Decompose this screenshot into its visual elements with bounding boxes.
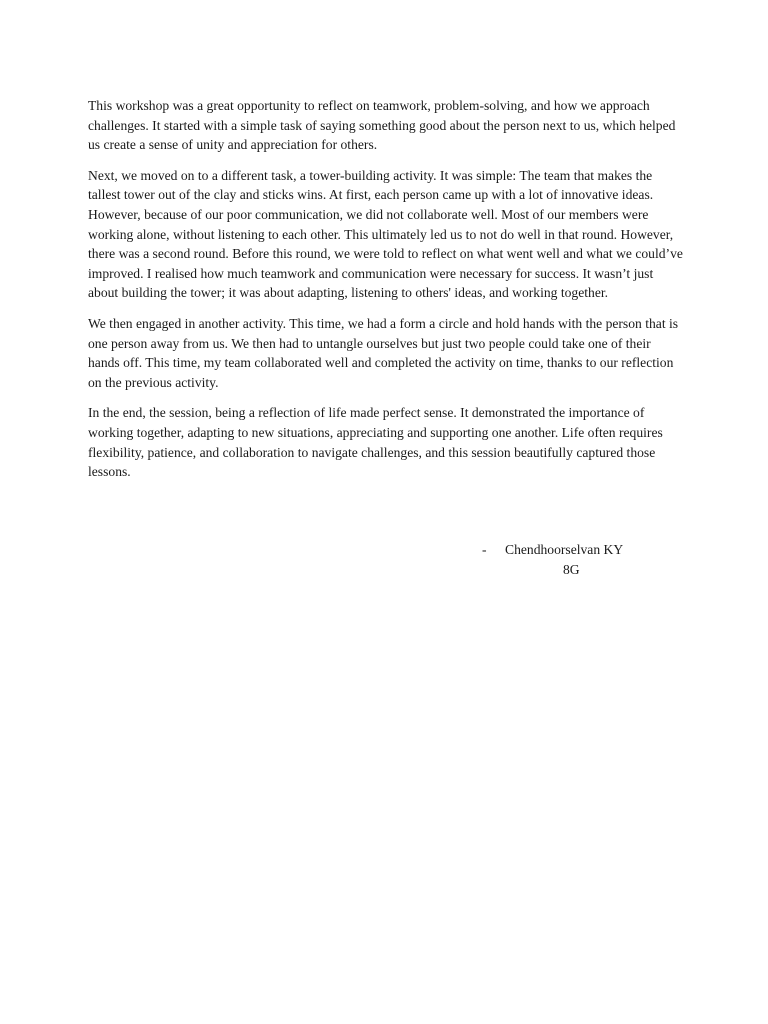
- paragraph-conclusion: In the end, the session, being a reflection of life made perfect sense. It demonstrated the importance of working together, adapting to new situations, appreciating and supporting one another. Life often requires flexibility, patience, and collaboration to navigate challenges, and this session beautifully captured those lessons.: [88, 405, 663, 480]
- document-body: [88, 96, 684, 493]
- signature-block: [482, 540, 623, 579]
- signature-dash: -: [482, 542, 487, 557]
- paragraph-intro: This workshop was a great opportunity to reflect on teamwork, problem-solving, and how we approach challenges. It started with a simple task of saying something good about the person next to us, which helped us create a sense of unity and appreciation for others.: [88, 98, 676, 153]
- author-name: Chendhoorselvan KY: [505, 542, 624, 557]
- signature-name-line: [482, 540, 623, 560]
- paragraph-circle-activity: We then engaged in another activity. This time, we had a form a circle and hold hands with the person that is one person away from us. We then had to untangle ourselves but just two people could take one of their hands off. This time, my team collaborated well and completed the activity on time, thanks to our reflection on the previous activity.: [88, 315, 679, 390]
- author-class: 8G: [563, 561, 580, 577]
- paragraph-tower-activity: Next, we moved on to a different task, a tower-building activity. It was simple: The team that makes the tallest tower out of the clay and sticks wins. At first, each person came up with a lot of innovative ideas. However, because of our poor communication, we did not collaborate well. Most of our members were working alone, without listening to each other. This ultimately led us to not do well in that round. However, there was a second round. Before this round, we were told to reflect on what went well and what we could’ve improved. I realised how much teamwork and communication were necessary for success. It wasn’t just about building the tower; it was about adapting, listening to others' ideas, and working together.: [88, 167, 683, 301]
